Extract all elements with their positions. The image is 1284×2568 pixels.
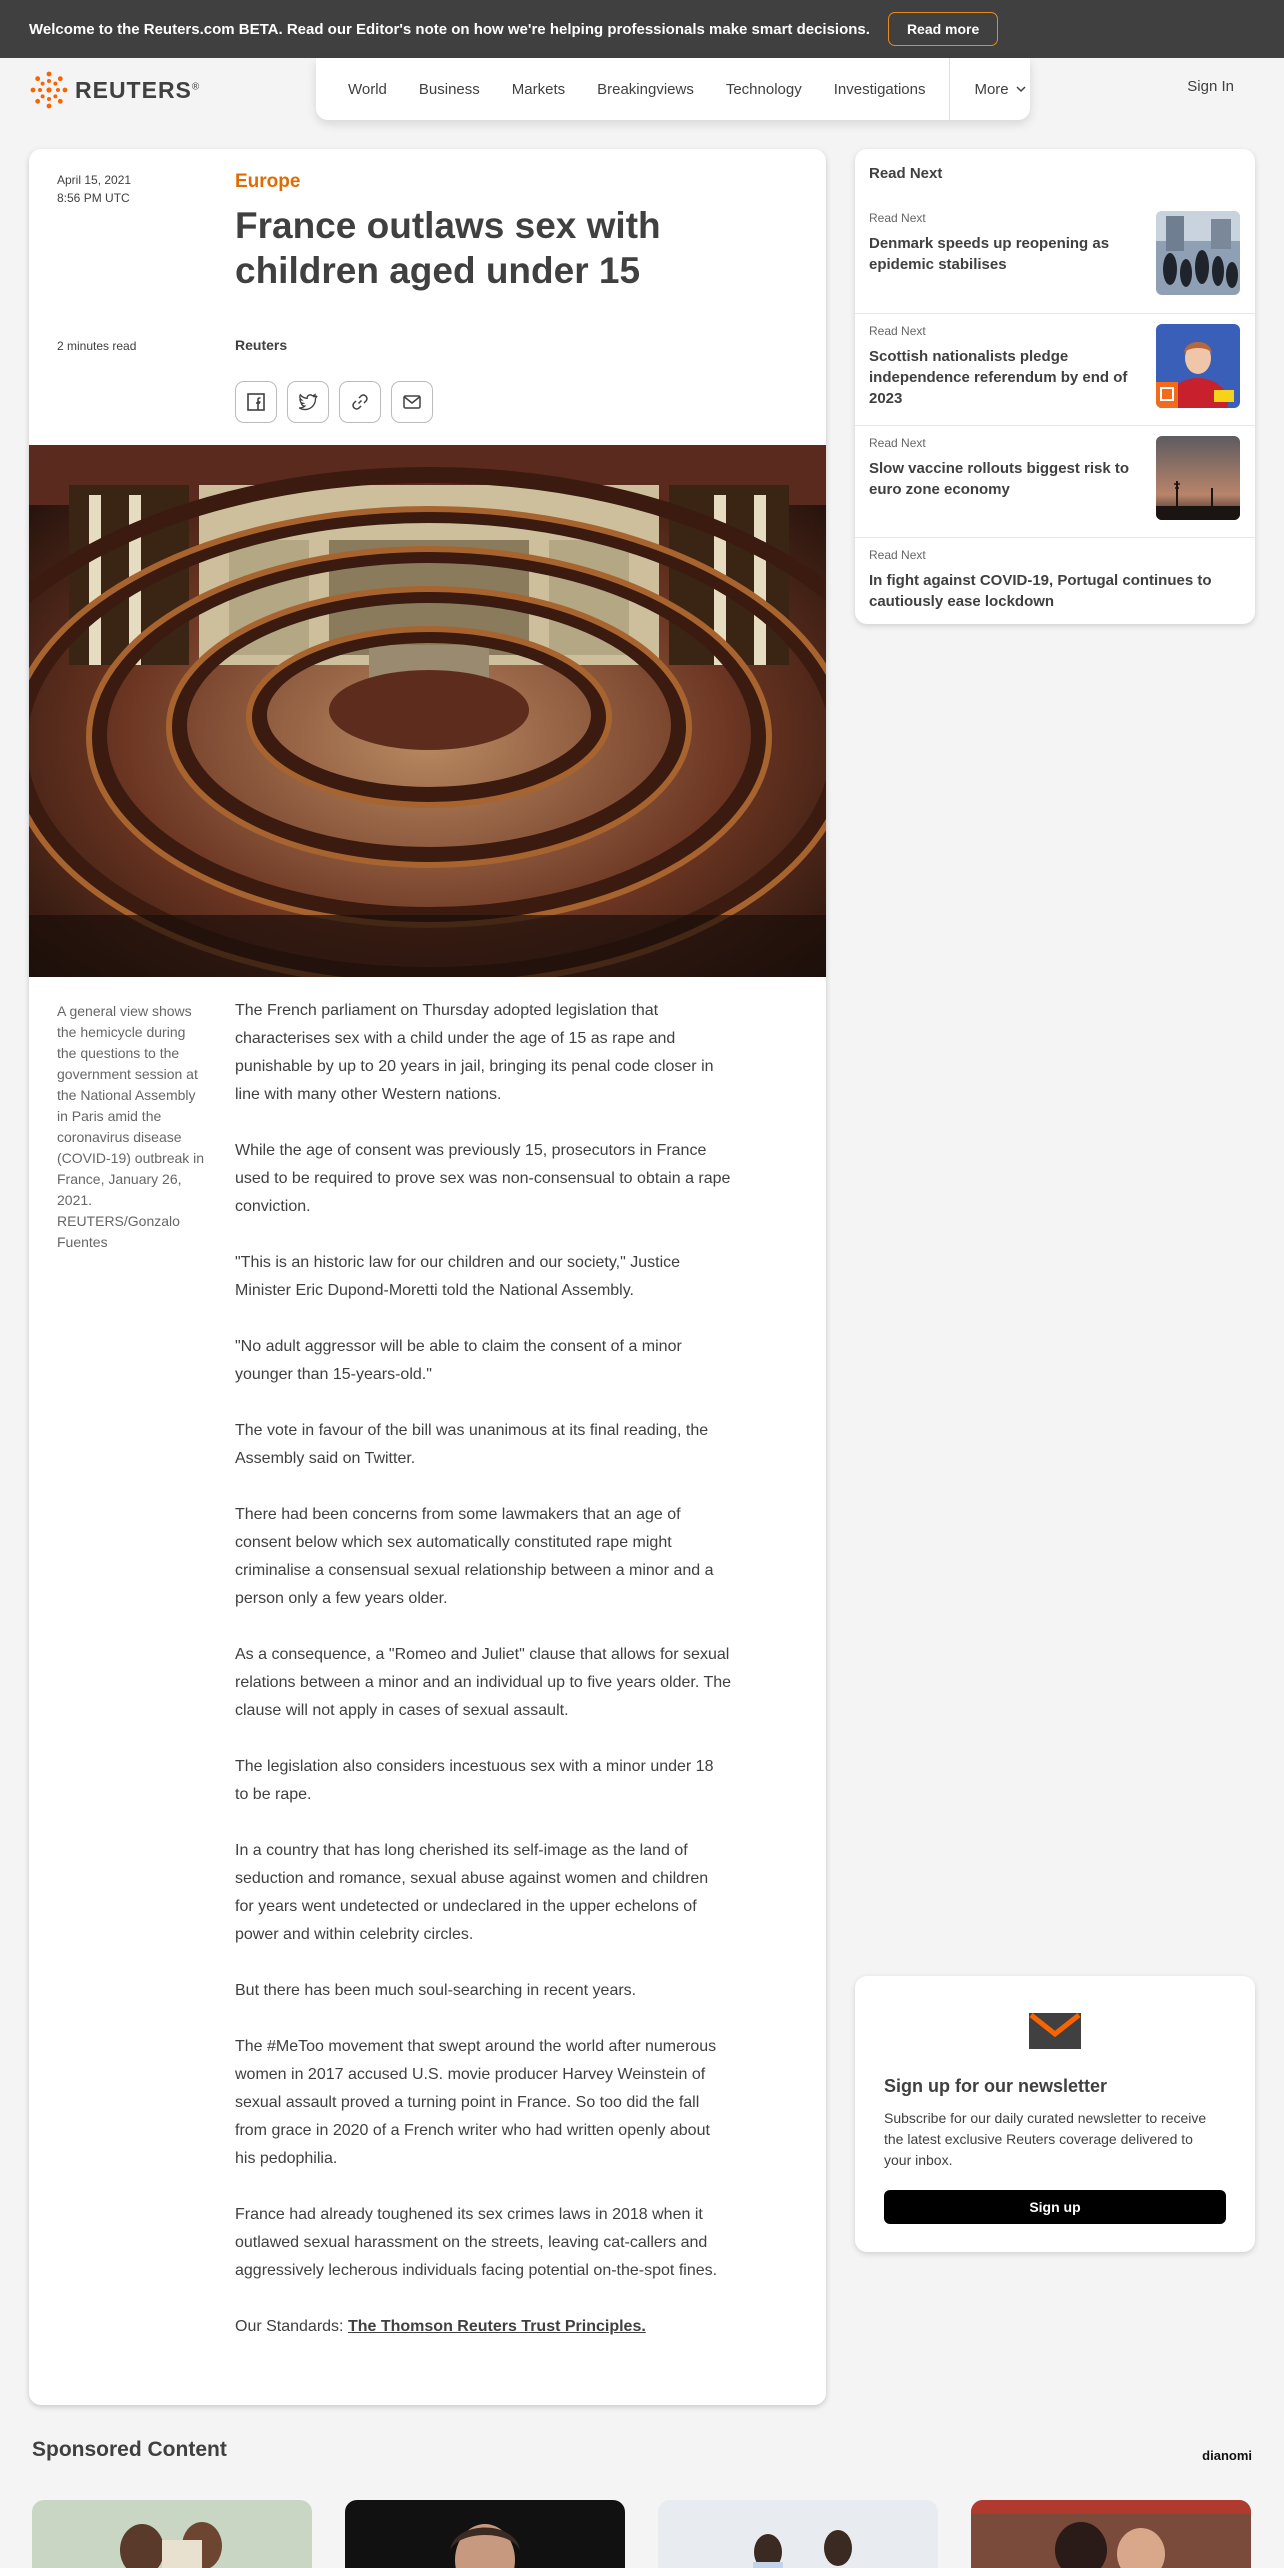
article-paragraph: But there has been much soul-searching in recent years. xyxy=(235,1982,637,1999)
article-paragraph: In a country that has long cherished its self-image as the land of seduction and romance, sexual abuse against women and children for years went undetected or undeclared in the upper echelons of power and within celebrity circles. xyxy=(235,1842,709,1943)
sponsored-card[interactable] xyxy=(971,2500,1251,2568)
article-paragraph: There had been concerns from some lawmakers that an age of consent below which sex automatically constituted rape might criminalise a consensual sexual relationship between a minor and a person only a few years older. xyxy=(235,1506,714,1607)
sponsored-thumbnail xyxy=(345,2500,625,2568)
read-next-headline: Denmark speeds up reopening as epidemic stabilises xyxy=(869,235,1110,273)
sponsored-card[interactable] xyxy=(32,2500,312,2568)
street-crowd-thumbnail xyxy=(1156,211,1240,295)
photo-caption: A general view shows the hemicycle during the questions to the government session at the National Assembly in Paris amid the coronavirus disease (COVID-19) outbreak in France, January 26, 2021. REUTERS/Gonzalo Fuentes xyxy=(57,1003,205,1250)
nav-item-investigations[interactable]: Investigations xyxy=(833,80,926,98)
sunset-skyline-thumbnail xyxy=(1156,436,1240,520)
reuters-logo-icon xyxy=(29,70,69,110)
sponsored-thumbnail xyxy=(32,2500,312,2568)
article-paragraph: The French parliament on Thursday adopted legislation that characterises sex with a child under the age of 15 as rape and punishable by up to 20 years in jail, bringing its penal code closer in line with many other Western nations. xyxy=(235,1002,714,1103)
article-paragraph: The legislation also considers incestuous sex with a minor under 18 to be rape. xyxy=(235,1758,714,1803)
article-paragraph: "This is an historic law for our children and our society," Justice Minister Eric Dupond-Moretti told the National Assembly. xyxy=(235,1254,681,1299)
article-photo[interactable] xyxy=(29,445,826,977)
email-icon xyxy=(403,395,421,409)
nav-item-technology[interactable]: Technology xyxy=(725,80,802,98)
sponsored-content-title: Sponsored Content xyxy=(32,2438,227,2461)
read-next-kicker: Read Next xyxy=(869,436,926,450)
banner-text: Welcome to the Reuters.com BETA. Read our Editor's note on how we're helping professionals make smart decisions. xyxy=(29,20,870,38)
sponsored-card[interactable] xyxy=(658,2500,938,2568)
article-paragraph: France had already toughened its sex crimes laws in 2018 when it outlawed sexual harassment on the streets, leaving cat-callers and aggressively lecherous individuals facing potential on-the-spot fines. xyxy=(235,2206,718,2279)
read-next-headline: Slow vaccine rollouts biggest risk to euro zone economy xyxy=(869,460,1130,498)
nav-divider xyxy=(949,58,950,120)
twitter-icon xyxy=(298,393,318,411)
chevron-down-icon xyxy=(1015,83,1027,95)
share-twitter-button[interactable] xyxy=(287,381,329,423)
read-next-title: Read Next xyxy=(869,165,943,182)
read-next-headline: In fight against COVID-19, Portugal continues to cautiously ease lockdown xyxy=(869,572,1212,610)
newsletter-signup-button[interactable]: Sign up xyxy=(884,2190,1226,2224)
copy-link-button[interactable] xyxy=(339,381,381,423)
read-next-thumbnail xyxy=(1156,324,1240,408)
nav-item-breakingviews[interactable]: Breakingviews xyxy=(597,80,694,98)
main-nav xyxy=(316,58,1030,120)
read-next-item[interactable] xyxy=(855,425,1255,538)
read-next-kicker: Read Next xyxy=(869,324,926,338)
read-next-item[interactable] xyxy=(855,537,1255,625)
article-card xyxy=(29,149,826,2405)
read-next-item[interactable] xyxy=(855,313,1255,426)
dianomi-logo[interactable]: dianomi xyxy=(1202,2448,1252,2463)
read-next-headline: Scottish nationalists pledge independence referendum by end of 2023 xyxy=(869,348,1128,407)
share-buttons xyxy=(235,381,433,423)
read-time: 2 minutes read xyxy=(57,339,137,353)
share-facebook-button[interactable] xyxy=(235,381,277,423)
read-next-panel xyxy=(855,149,1255,624)
article-time: 8:56 PM UTC xyxy=(57,191,130,205)
envelope-icon xyxy=(1028,2012,1082,2050)
nav-item-markets[interactable]: Markets xyxy=(511,80,566,98)
trust-principles-link[interactable]: The Thomson Reuters Trust Principles. xyxy=(347,2318,646,2335)
read-next-item[interactable] xyxy=(855,201,1255,313)
politician-portrait-thumbnail xyxy=(1156,324,1240,408)
sign-in-link[interactable]: Sign In xyxy=(1187,78,1234,95)
article-headline: France outlaws sex with children aged under 15 xyxy=(235,205,661,291)
link-icon xyxy=(351,393,369,411)
sponsored-thumbnail xyxy=(971,2500,1251,2568)
site-header xyxy=(0,58,1284,120)
article-paragraph: The #MeToo movement that swept around the world after numerous women in 2017 accused U.S. movie producer Harvey Weinstein of sexual assault proved a turning point in France. So too did the fall from grace in 2020 of a French writer who had written openly about his pedophilia. xyxy=(235,2038,717,2167)
standards-line xyxy=(235,2313,731,2341)
read-next-thumbnail xyxy=(1156,211,1240,295)
national-assembly-photo xyxy=(29,445,826,977)
facebook-icon xyxy=(247,393,265,411)
article-timestamp xyxy=(57,171,131,207)
reuters-logo[interactable] xyxy=(29,70,200,110)
sponsored-card[interactable] xyxy=(345,2500,625,2568)
sponsored-thumbnail xyxy=(658,2500,938,2568)
nav-more-menu[interactable] xyxy=(974,81,1026,98)
read-next-kicker: Read Next xyxy=(869,548,926,562)
article-paragraph: While the age of consent was previously 15, prosecutors in France used to be required to prove sex was non-consensual to obtain a rape conviction. xyxy=(235,1142,731,1215)
article-paragraph: "No adult aggressor will be able to claim the consent of a minor younger than 15-years-old." xyxy=(235,1338,682,1383)
newsletter-title: Sign up for our newsletter xyxy=(884,2076,1108,2096)
article-date: April 15, 2021 xyxy=(57,173,132,187)
nav-more-label: More xyxy=(974,80,1009,98)
newsletter-description: Subscribe for our daily curated newsletter to receive the latest exclusive Reuters coverage delivered to your inbox. xyxy=(884,2110,1207,2168)
newsletter-card xyxy=(855,1976,1255,2252)
byline[interactable]: Reuters xyxy=(235,337,288,353)
read-more-button[interactable]: Read more xyxy=(888,12,998,46)
share-email-button[interactable] xyxy=(391,381,433,423)
standards-prefix: Our Standards: xyxy=(235,2318,348,2335)
read-next-thumbnail xyxy=(1156,436,1240,520)
logo-wordmark: REUTERS® xyxy=(75,76,201,103)
read-next-kicker: Read Next xyxy=(869,211,926,225)
nav-item-business[interactable]: Business xyxy=(418,80,480,98)
welcome-banner xyxy=(0,0,1284,58)
section-link[interactable]: Europe xyxy=(235,171,301,192)
nav-item-world[interactable]: World xyxy=(348,80,387,98)
article-body xyxy=(235,997,731,2369)
article-paragraph: As a consequence, a "Romeo and Juliet" clause that allows for sexual relations between a minor and an individual up to five years older. The clause will not apply in cases of sexual assault. xyxy=(235,1646,732,1719)
article-paragraph: The vote in favour of the bill was unanimous at its final reading, the Assembly said on Twitter. xyxy=(235,1422,709,1467)
